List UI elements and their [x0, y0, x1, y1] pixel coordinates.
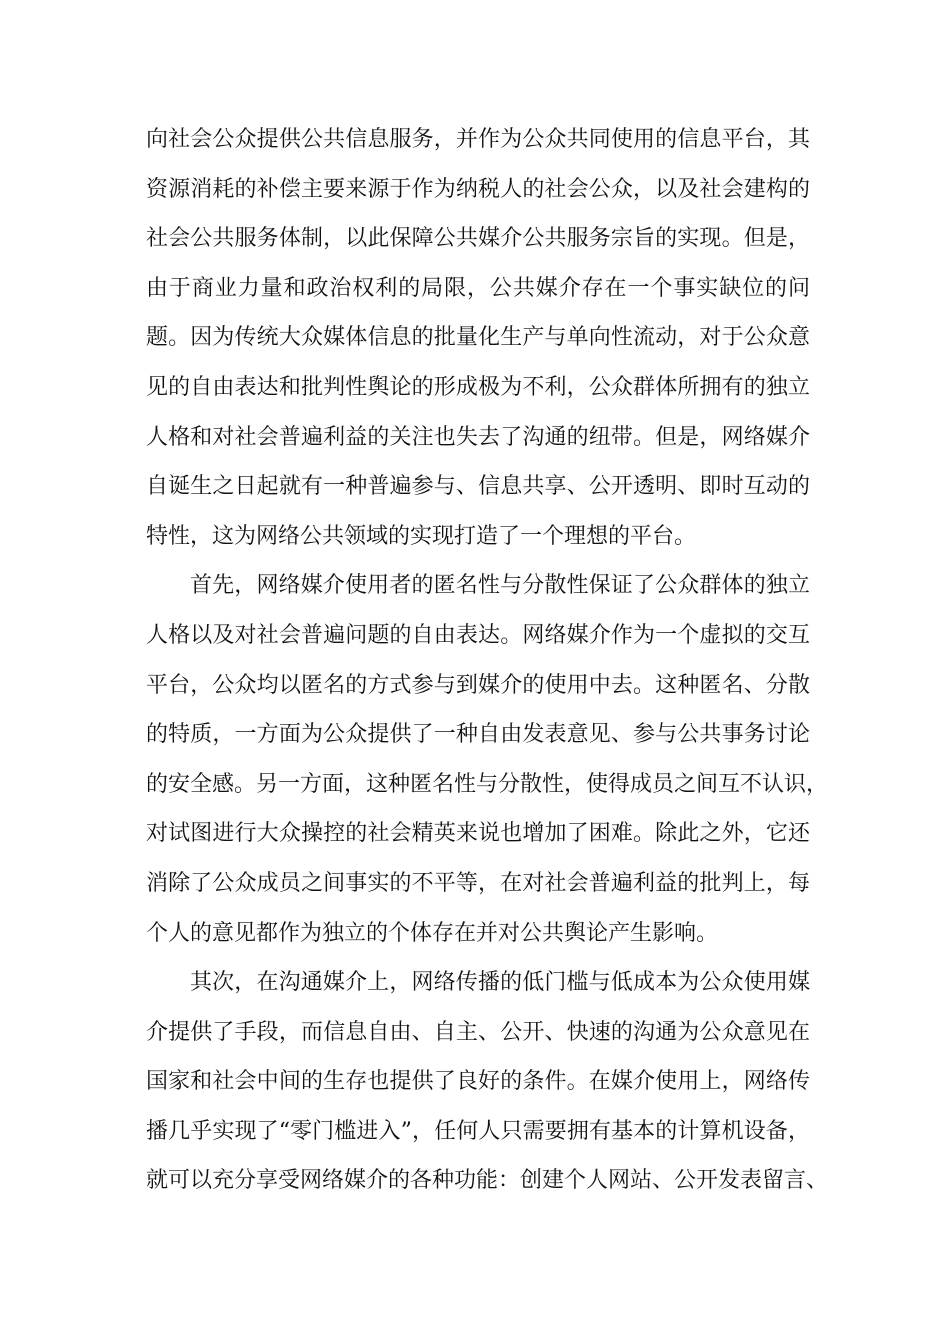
text-line-22: 就可以充分享受网络媒介的各种功能：创建个人网站、公开发表留言、: [146, 1168, 829, 1194]
text-line-17: 个人的意见都作为独立的个体存在并对公共舆论产生影响。: [146, 920, 719, 946]
text-line-11: 人格以及对社会普遍问题的自由表达。网络媒介作为一个虚拟的交互: [146, 622, 810, 648]
text-line-16: 消除了公众成员之间事实的不平等，在对社会普遍利益的批判上，每: [146, 870, 810, 896]
text-line-3: 社会公共服务体制，以此保障公共媒介公共服务宗旨的实现。但是，: [146, 226, 810, 252]
text-line-19: 介提供了手段，而信息自由、自主、公开、快速的沟通为公众意见在: [146, 1019, 810, 1045]
text-line-5: 题。因为传统大众媒体信息的批量化生产与单向性流动，对于公众意: [146, 325, 810, 351]
text-line-7: 人格和对社会普遍利益的关注也失去了沟通的纽带。但是，网络媒介: [146, 424, 810, 450]
text-line-8: 自诞生之日起就有一种普遍参与、信息共享、公开透明、即时互动的: [146, 474, 810, 500]
text-line-1: 向社会公众提供公共信息服务，并作为公众共同使用的信息平台，其: [146, 127, 810, 152]
body-text: [146, 115, 829, 1206]
text-line-12: 平台，公众均以匿名的方式参与到媒介的使用中去。这种匿名、分散: [146, 672, 810, 698]
text-line-10: 首先，网络媒介使用者的匿名性与分散性保证了公众群体的独立: [190, 573, 810, 599]
text-line-18: 其次，在沟通媒介上，网络传播的低门槛与低成本为公众使用媒: [190, 970, 810, 996]
text-line-4: 由于商业力量和政治权利的局限，公共媒介存在一个事实缺位的问: [146, 275, 810, 301]
text-line-2: 资源消耗的补偿主要来源于作为纳税人的社会公众，以及社会建构的: [146, 176, 810, 202]
text-line-15: 对试图进行大众操控的社会精英来说也增加了困难。除此之外，它还: [146, 821, 810, 847]
text-line-14: 的安全感。另一方面，这种匿名性与分散性，使得成员之间互不认识，: [146, 771, 829, 797]
text-line-20: 国家和社会中间的生存也提供了良好的条件。在媒介使用上，网络传: [146, 1069, 810, 1095]
text-line-9: 特性，这为网络公共领域的实现打造了一个理想的平台。: [146, 523, 697, 549]
text-line-13: 的特质，一方面为公众提供了一种自由发表意见、参与公共事务讨论: [146, 722, 810, 748]
text-line-21: 播几乎实现了“零门槛进入”，任何人只需要拥有基本的计算机设备，: [146, 1118, 810, 1144]
text-line-6: 见的自由表达和批判性舆论的形成极为不利，公众群体所拥有的独立: [146, 374, 810, 400]
